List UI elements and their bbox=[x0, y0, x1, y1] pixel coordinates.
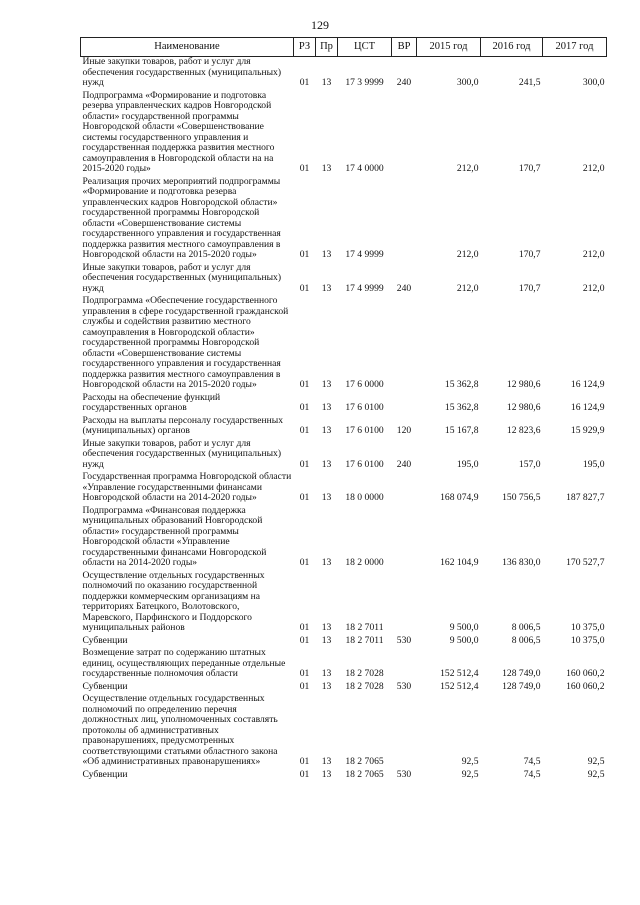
row-pr: 13 bbox=[321, 622, 332, 633]
row-pr: 13 bbox=[321, 282, 332, 294]
table-row bbox=[81, 393, 607, 416]
row-vr: 530 bbox=[396, 680, 412, 692]
row-pr: 13 bbox=[321, 557, 332, 568]
row-value-2015: 212,0 bbox=[456, 163, 479, 174]
row-name: Иные закупки товаров, работ и услуг для обеспечения государственных (муниципальных) нужд bbox=[82, 56, 282, 88]
row-name: Подпрограмма «Обеспечение государственного управления в сфере государственной гражданской службы и содействия развитию местного самоуправления в Новгородской области» государственной программы Новгородской области «Совершенствование системы государственного управления и государственная поддержка развития местного самоуправления в Новгородской области на 2015-2020 годы» bbox=[82, 295, 289, 390]
row-rz: 01 bbox=[299, 425, 310, 436]
row-rz: 01 bbox=[299, 163, 310, 174]
row-vr bbox=[392, 393, 417, 416]
row-rz: 01 bbox=[299, 249, 310, 260]
row-pr: 13 bbox=[321, 77, 332, 88]
row-vr bbox=[392, 506, 417, 571]
col-header-2016: 2016 год bbox=[481, 38, 543, 57]
col-header-cst: ЦСТ bbox=[338, 38, 392, 57]
row-value-2015: 195,0 bbox=[456, 458, 479, 470]
row-pr: 13 bbox=[321, 492, 332, 503]
row-rz: 01 bbox=[299, 492, 310, 503]
row-name: Субвенции bbox=[82, 634, 128, 646]
row-cst: 17 4 9999 bbox=[345, 282, 384, 294]
row-value-2016: 241,5 bbox=[518, 77, 541, 88]
row-cst: 17 4 9999 bbox=[345, 249, 384, 260]
row-pr: 13 bbox=[321, 379, 332, 390]
row-rz: 01 bbox=[299, 379, 310, 390]
table-row bbox=[81, 694, 607, 770]
col-header-pr: Пр bbox=[316, 38, 338, 57]
row-value-2017: 160 060,2 bbox=[566, 680, 605, 692]
row-cst: 18 0 0000 bbox=[345, 492, 384, 503]
row-value-2017: 195,0 bbox=[582, 458, 605, 470]
table-row bbox=[81, 472, 607, 506]
row-value-2017: 212,0 bbox=[582, 282, 605, 294]
col-header-vr: ВР bbox=[392, 38, 417, 57]
row-pr: 13 bbox=[321, 402, 332, 413]
row-name: Субвенции bbox=[82, 680, 128, 692]
row-rz: 01 bbox=[299, 77, 310, 88]
row-rz: 01 bbox=[299, 668, 310, 679]
row-rz: 01 bbox=[299, 622, 310, 633]
row-vr bbox=[392, 177, 417, 263]
budget-table bbox=[80, 37, 607, 782]
table-row bbox=[81, 296, 607, 393]
row-vr bbox=[392, 648, 417, 682]
row-name: Осуществление отдельных государственных полномочий по определению перечня должностных лиц, уполномоченных составлять протоколы об административных правонарушениях, предусмотренных соответствующими статьями областного закона «Об административных правонарушениях» bbox=[82, 693, 278, 767]
row-pr: 13 bbox=[321, 249, 332, 260]
row-value-2016: 170,7 bbox=[518, 163, 541, 174]
row-rz: 01 bbox=[299, 557, 310, 568]
row-name: Реализация прочих мероприятий подпрограммы «Формирование и подготовка резерва управленческих кадров Новгородской области» государственной программы Новгородской области «Совершенствование системы государственного управления и государственная поддержка развития местного самоуправления в Новгородской области на 2015-2020 годы» bbox=[82, 175, 281, 260]
row-value-2016: 128 749,0 bbox=[502, 668, 541, 679]
row-value-2016: 170,7 bbox=[518, 249, 541, 260]
row-cst: 17 3 9999 bbox=[345, 77, 384, 88]
row-name: Субвенции bbox=[82, 768, 128, 780]
row-value-2016: 170,7 bbox=[518, 282, 541, 294]
row-value-2017: 300,0 bbox=[582, 77, 605, 88]
table-row bbox=[81, 571, 607, 636]
row-value-2017: 160 060,2 bbox=[566, 668, 605, 679]
row-pr: 13 bbox=[321, 634, 332, 646]
row-value-2015: 212,0 bbox=[456, 249, 479, 260]
row-value-2015: 9 500,0 bbox=[449, 634, 479, 646]
table-header-row bbox=[81, 38, 607, 57]
table-row bbox=[81, 648, 607, 682]
row-name: Расходы на выплаты персоналу государственных (муниципальных) органов bbox=[82, 414, 284, 436]
row-cst: 18 2 7028 bbox=[345, 680, 384, 692]
row-value-2015: 15 167,8 bbox=[444, 425, 479, 436]
table-row bbox=[81, 416, 607, 439]
row-pr: 13 bbox=[321, 668, 332, 679]
table-row bbox=[81, 263, 607, 297]
row-cst: 17 6 0100 bbox=[345, 402, 384, 413]
row-value-2015: 15 362,8 bbox=[444, 402, 479, 413]
row-rz: 01 bbox=[299, 756, 310, 767]
row-value-2015: 168 074,9 bbox=[440, 492, 479, 503]
table-row bbox=[81, 177, 607, 263]
row-value-2017: 15 929,9 bbox=[570, 425, 605, 436]
row-value-2016: 74,5 bbox=[523, 768, 541, 780]
row-value-2017: 92,5 bbox=[587, 756, 605, 767]
row-vr bbox=[392, 91, 417, 177]
row-rz: 01 bbox=[299, 634, 310, 646]
row-pr: 13 bbox=[321, 163, 332, 174]
row-value-2016: 8 006,5 bbox=[511, 622, 541, 633]
row-cst: 17 6 0000 bbox=[345, 379, 384, 390]
row-value-2016: 150 756,5 bbox=[502, 492, 541, 503]
row-name: Подпрограмма «Формирование и подготовка резерва управленческих кадров Новгородской области» государственной программы Новгородской области «Совершенствование системы государственного управления и государственная поддержка развития местного самоуправления в Новгородской области на на 2015-2020 годы» bbox=[82, 89, 275, 174]
col-header-2017: 2017 год bbox=[543, 38, 607, 57]
col-header-rz: РЗ bbox=[294, 38, 316, 57]
row-cst: 18 2 7011 bbox=[345, 622, 384, 633]
row-vr: 120 bbox=[396, 425, 412, 436]
row-value-2017: 212,0 bbox=[582, 249, 605, 260]
row-vr bbox=[392, 571, 417, 636]
row-pr: 13 bbox=[321, 425, 332, 436]
table-body bbox=[81, 57, 607, 783]
row-rz: 01 bbox=[299, 680, 310, 692]
row-cst: 17 6 0100 bbox=[345, 425, 384, 436]
row-value-2017: 16 124,9 bbox=[570, 379, 605, 390]
table-row bbox=[81, 91, 607, 177]
row-cst: 17 6 0100 bbox=[345, 458, 384, 470]
row-value-2016: 12 980,6 bbox=[506, 379, 541, 390]
row-pr: 13 bbox=[321, 680, 332, 692]
row-value-2015: 152 512,4 bbox=[440, 668, 479, 679]
col-header-name: Наименование bbox=[81, 38, 294, 57]
table-row bbox=[81, 57, 607, 91]
row-value-2017: 16 124,9 bbox=[570, 402, 605, 413]
col-header-2015: 2015 год bbox=[417, 38, 481, 57]
row-value-2015: 9 500,0 bbox=[449, 622, 479, 633]
row-name: Осуществление отдельных государственных полномочий по оказанию государственной поддержки коммерческим организациям на территориях Батецкого, Волотовского, Маревского, Парфинского и Поддорского муниципальных районов bbox=[82, 569, 265, 633]
row-value-2015: 300,0 bbox=[456, 77, 479, 88]
row-cst: 18 2 7065 bbox=[345, 768, 384, 780]
row-vr: 240 bbox=[396, 77, 412, 88]
row-value-2016: 12 823,6 bbox=[506, 425, 541, 436]
row-rz: 01 bbox=[299, 402, 310, 413]
row-value-2016: 74,5 bbox=[523, 756, 541, 767]
row-name: Подпрограмма «Финансовая поддержка муниципальных образований Новгородской области» государственной программы Новгородской области «Управление государственными финансами Новгородской области на 2014-2020 годы» bbox=[82, 504, 267, 568]
row-name: Государственная программа Новгородской области «Управление государственными финансами Новгородской области на 2014-2020 годы» bbox=[82, 471, 292, 503]
row-value-2017: 212,0 bbox=[582, 163, 605, 174]
table-row bbox=[81, 439, 607, 473]
row-cst: 18 2 7028 bbox=[345, 668, 384, 679]
row-value-2016: 157,0 bbox=[518, 458, 541, 470]
row-cst: 18 2 0000 bbox=[345, 557, 384, 568]
table-row bbox=[81, 770, 607, 783]
row-cst: 18 2 7065 bbox=[345, 756, 384, 767]
row-value-2015: 15 362,8 bbox=[444, 379, 479, 390]
row-pr: 13 bbox=[321, 756, 332, 767]
row-value-2015: 162 104,9 bbox=[440, 557, 479, 568]
row-name: Иные закупки товаров, работ и услуг для обеспечения государственных (муниципальных) нужд bbox=[82, 437, 282, 470]
row-name: Расходы на обеспечение функций государственных органов bbox=[82, 391, 221, 413]
row-value-2015: 212,0 bbox=[456, 282, 479, 294]
row-cst: 18 2 7011 bbox=[345, 634, 384, 646]
row-value-2015: 92,5 bbox=[461, 768, 479, 780]
row-value-2016: 128 749,0 bbox=[502, 680, 541, 692]
row-value-2015: 92,5 bbox=[461, 756, 479, 767]
row-vr bbox=[392, 296, 417, 393]
row-value-2017: 187 827,7 bbox=[566, 492, 605, 503]
row-vr bbox=[392, 472, 417, 506]
page-number: 129 bbox=[311, 18, 329, 32]
row-vr: 530 bbox=[396, 768, 412, 780]
row-value-2017: 170 527,7 bbox=[566, 557, 605, 568]
row-name: Иные закупки товаров, работ и услуг для обеспечения государственных (муниципальных) нужд bbox=[82, 261, 282, 294]
row-vr bbox=[392, 694, 417, 770]
row-vr: 240 bbox=[396, 458, 412, 470]
row-name: Возмещение затрат по содержанию штатных единиц, осуществляющих переданные отдельные государственные полномочия области bbox=[82, 647, 286, 679]
row-cst: 17 4 0000 bbox=[345, 163, 384, 174]
row-value-2015: 152 512,4 bbox=[440, 680, 479, 692]
row-value-2016: 12 980,6 bbox=[506, 402, 541, 413]
row-pr: 13 bbox=[321, 768, 332, 780]
row-vr: 240 bbox=[396, 282, 412, 294]
row-value-2016: 8 006,5 bbox=[511, 634, 541, 646]
row-pr: 13 bbox=[321, 458, 332, 470]
row-value-2016: 136 830,0 bbox=[502, 557, 541, 568]
row-value-2017: 10 375,0 bbox=[570, 622, 605, 633]
table-row bbox=[81, 506, 607, 571]
row-rz: 01 bbox=[299, 282, 310, 294]
row-rz: 01 bbox=[299, 768, 310, 780]
row-value-2017: 10 375,0 bbox=[570, 634, 605, 646]
row-vr: 530 bbox=[396, 634, 412, 646]
row-rz: 01 bbox=[299, 458, 310, 470]
row-value-2017: 92,5 bbox=[587, 768, 605, 780]
